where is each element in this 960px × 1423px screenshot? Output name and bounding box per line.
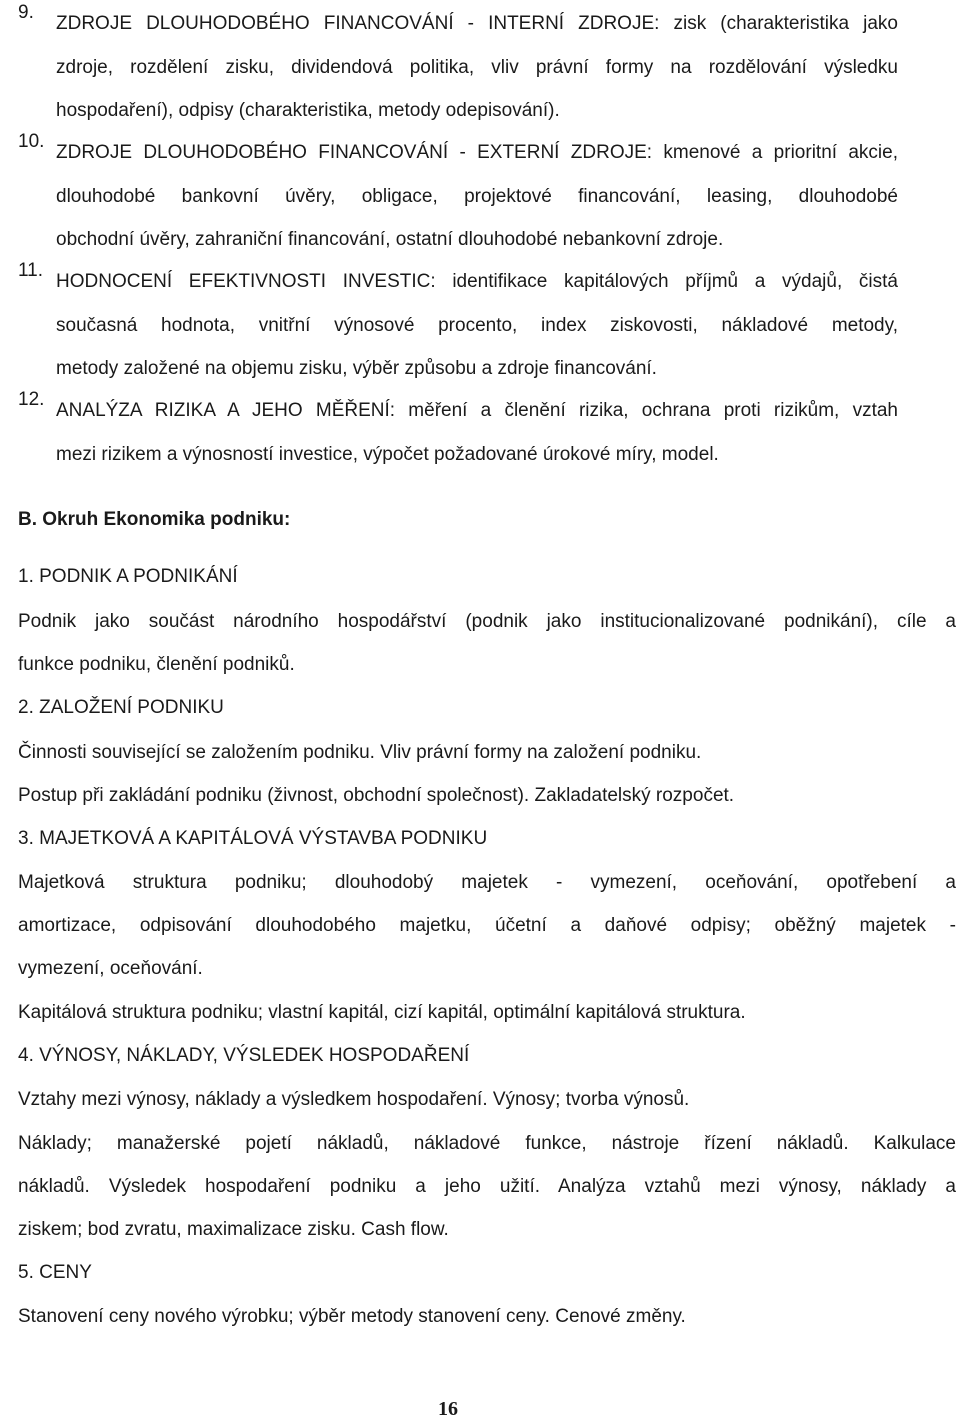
- list-line: ZDROJE DLOUHODOBÉHO FINANCOVÁNÍ - EXTERNÍ ZDROJE: kmenové a prioritní akcie,: [56, 142, 898, 163]
- paragraph: [18, 774, 956, 817]
- paragraph: [18, 600, 956, 686]
- paragraph-line: funkce podniku, členění podniků.: [18, 654, 295, 675]
- paragraph: [18, 861, 956, 990]
- list-line: ANALÝZA RIZIKA A JEHO MĚŘENÍ: měření a členění rizika, ochrana proti rizikům, vztah: [56, 400, 898, 421]
- paragraph-line: Kapitálová struktura podniku; vlastní kapitál, cizí kapitál, optimální kapitálová struktura.: [18, 1002, 746, 1023]
- paragraph-line: Činnosti související se založením podniku. Vliv právní formy na založení podniku.: [18, 742, 702, 763]
- paragraph: [18, 731, 956, 774]
- page-number: 16: [438, 1398, 458, 1420]
- list-item-12: [18, 389, 898, 476]
- list-number: 11.: [18, 260, 44, 281]
- section-heading: 4. VÝNOSY, NÁKLADY, VÝSLEDEK HOSPODAŘENÍ: [18, 1045, 470, 1066]
- list-item-10: [18, 131, 898, 262]
- list-line: ZDROJE DLOUHODOBÉHO FINANCOVÁNÍ - INTERNÍ ZDROJE: zisk (charakteristika jako: [56, 13, 898, 34]
- list-line: mezi rizikem a výnosností investice, výpočet požadované úrokové míry, model.: [56, 443, 719, 465]
- paragraph-line: Majetková struktura podniku; dlouhodobý majetek - vymezení, oceňování, opotřebení a: [18, 872, 956, 893]
- list-line: metody založené na objemu zisku, výběr způsobu a zdroje financování.: [56, 358, 657, 379]
- paragraph-line: Vztahy mezi výnosy, náklady a výsledkem hospodaření. Výnosy; tvorba výnosů.: [18, 1089, 690, 1110]
- list-line: obchodní úvěry, zahraniční financování, ostatní dlouhodobé nebankovní zdroje.: [56, 229, 724, 250]
- section-title: B. Okruh Ekonomika podniku:: [18, 509, 291, 530]
- list-line: dlouhodobé bankovní úvěry, obligace, projektové financování, leasing, dlouhodobé: [56, 185, 898, 207]
- section-heading: 1. PODNIK A PODNIKÁNÍ: [18, 566, 238, 587]
- paragraph-line: Postup při zakládání podniku (živnost, obchodní společnost). Zakladatelský rozpočet.: [18, 785, 735, 806]
- paragraph-line: Náklady; manažerské pojetí nákladů, nákladové funkce, nástroje řízení nákladů. Kalkulace: [18, 1133, 956, 1154]
- list-line: HODNOCENÍ EFEKTIVNOSTI INVESTIC: identifikace kapitálových příjmů a výdajů, čistá: [56, 271, 898, 292]
- paragraph-line: ziskem; bod zvratu, maximalizace zisku. Cash flow.: [18, 1219, 449, 1240]
- paragraph: [18, 1078, 956, 1121]
- list-number: 10.: [18, 131, 45, 152]
- list-line: zdroje, rozdělení zisku, dividendová politika, vliv právní formy na rozdělování výsledku: [56, 56, 898, 78]
- paragraph: [18, 1122, 956, 1251]
- paragraph-line: amortizace, odpisování dlouhodobého majetku, účetní a daňové odpisy; oběžný majetek -: [18, 915, 956, 936]
- list-number: 12.: [18, 389, 45, 410]
- list-line: současná hodnota, vnitřní výnosové procento, index ziskovosti, nákladové metody,: [56, 314, 898, 336]
- paragraph-line: Stanovení ceny nového výrobku; výběr metody stanovení ceny. Cenové změny.: [18, 1306, 686, 1327]
- paragraph-line: Podnik jako součást národního hospodářství (podnik jako institucionalizované podnikání), cíle a: [18, 611, 956, 632]
- paragraph-line: nákladů. Výsledek hospodaření podniku a jeho užití. Analýza vztahů mezi výnosy, náklady a: [18, 1176, 956, 1197]
- paragraph: [18, 1295, 956, 1338]
- section-heading: 3. MAJETKOVÁ A KAPITÁLOVÁ VÝSTAVBA PODNIKU: [18, 828, 488, 849]
- list-number: 9.: [18, 2, 34, 23]
- paragraph-line: vymezení, oceňování.: [18, 958, 203, 979]
- list-line: hospodaření), odpisy (charakteristika, metody odepisování).: [56, 100, 560, 121]
- list-item-9: [18, 2, 898, 133]
- list-item-11: [18, 260, 898, 391]
- section-heading: 5. CENY: [18, 1262, 92, 1283]
- paragraph: [18, 991, 956, 1034]
- section-heading: 2. ZALOŽENÍ PODNIKU: [18, 697, 224, 718]
